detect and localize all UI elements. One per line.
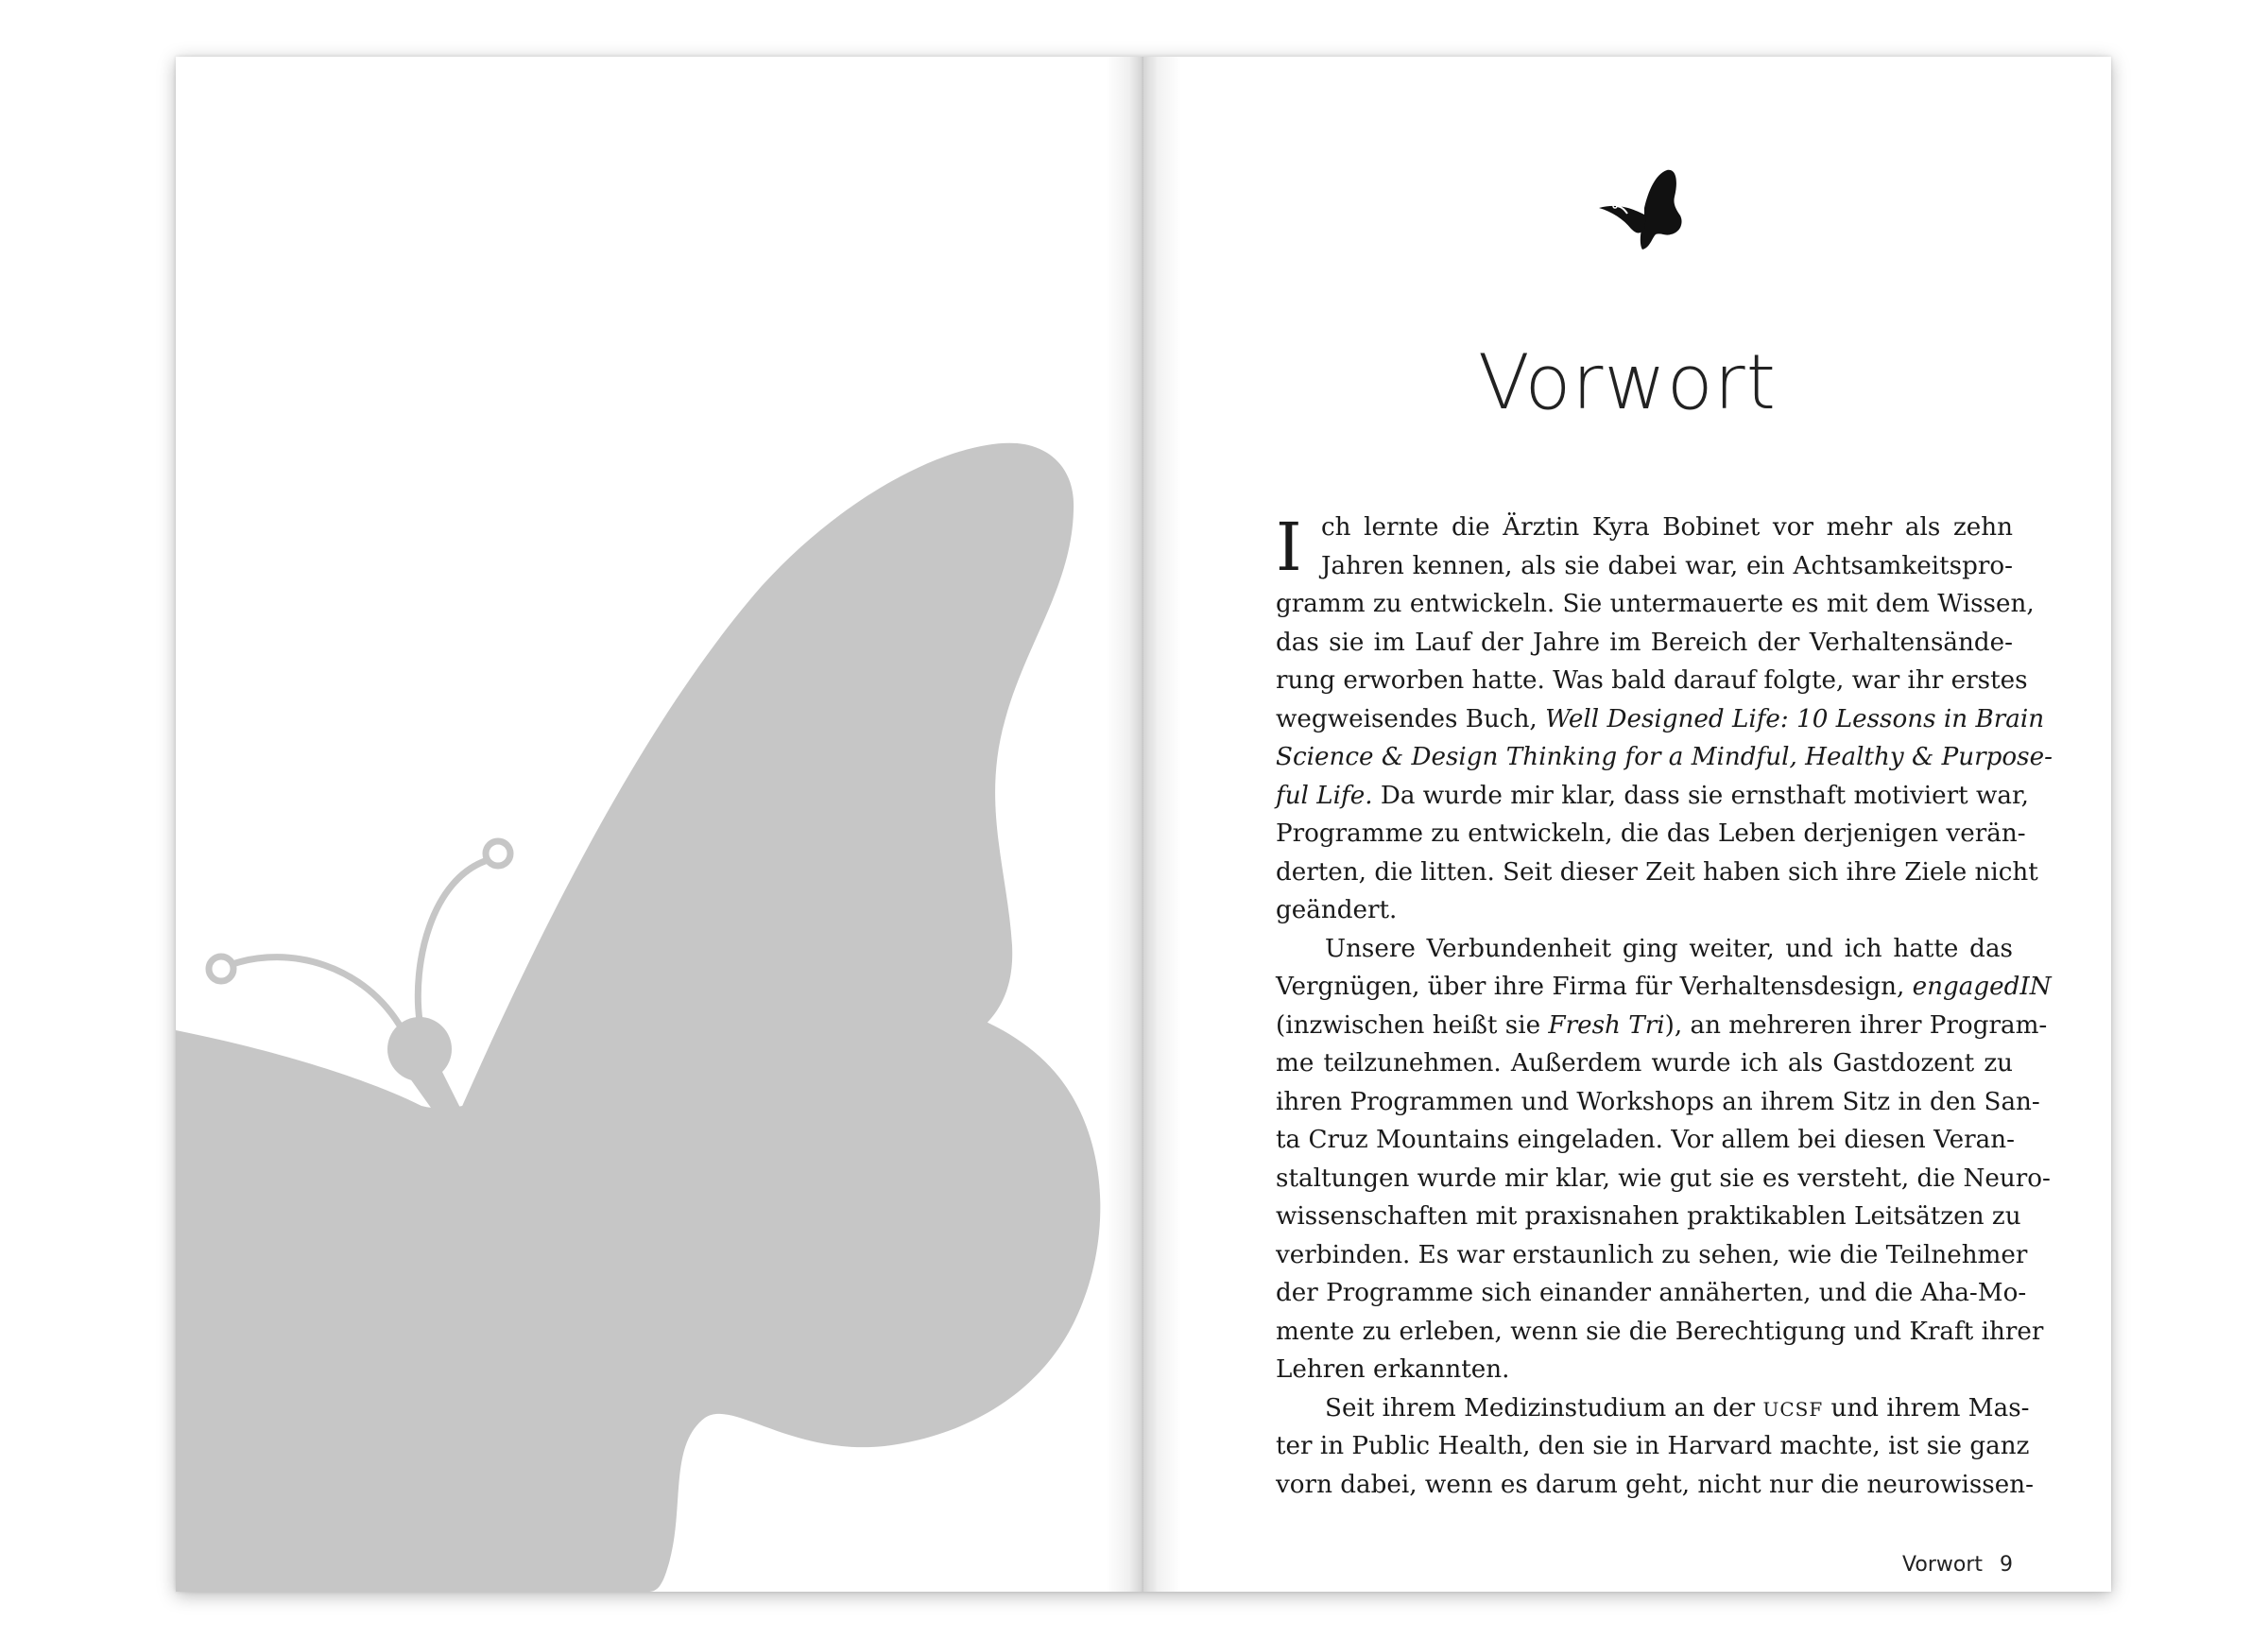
- right-page: [1143, 57, 2111, 1592]
- drop-cap: I: [1276, 509, 1302, 586]
- text-line: verbinden. Es war erstaunlich zu sehen, wie die Teilnehmer: [1276, 1240, 2028, 1269]
- text-line: der Programme sich einander annäherten, und die Aha-Mo-: [1276, 1279, 2027, 1307]
- book-spread: [176, 57, 2111, 1592]
- right-gutter-shadow: [1143, 57, 1181, 1592]
- text-run: Seit ihrem Medizinstudium an der: [1325, 1393, 1763, 1422]
- text-line: ihren Programmen und Workshops an ihrem Sitz in den San-: [1276, 1087, 2040, 1116]
- text-run: (inzwischen heißt sie: [1276, 1010, 1549, 1040]
- text-line: Jahren kennen, als sie dabei war, ein Achtsamkeitspro-: [1321, 551, 2013, 580]
- text-line: geändert.: [1276, 896, 1398, 924]
- text-line: [1276, 777, 2029, 816]
- abbreviation-run: UCSF: [1762, 1397, 1824, 1421]
- butterfly-antenna-tip-right: [486, 841, 510, 866]
- left-page: [176, 57, 1143, 1592]
- butterfly-antenna-tip-left: [209, 957, 233, 981]
- text-run: Da wurde mir klar, dass sie ernsthaft motiviert war,: [1372, 781, 2029, 810]
- text-line: gramm zu entwickeln. Sie untermauerte es mit dem Wissen,: [1276, 590, 2035, 618]
- text-line: [1276, 968, 2052, 1007]
- page-footer: [1902, 1553, 2013, 1577]
- butterfly-icon: [1586, 153, 1699, 267]
- text-run: und ihrem Mas-: [1823, 1393, 2030, 1422]
- text-run: Vergnügen, über ihre Firma für Verhaltensdesign,: [1276, 973, 1913, 1001]
- text-line: mente zu erleben, wenn sie die Berechtigung und Kraft ihrer: [1276, 1317, 2044, 1346]
- large-butterfly-illustration: [176, 57, 1143, 1592]
- text-line: rung erworben hatte. Was bald darauf folgte, war ihr erstes: [1276, 666, 2028, 695]
- text-line: wissenschaften mit praxisnahen praktikablen Leitsätzen zu: [1276, 1202, 2021, 1231]
- butterfly-hindwing: [176, 994, 1100, 1592]
- text-run: wegweisendes Buch,: [1276, 704, 1546, 733]
- page-number: 9: [2000, 1553, 2013, 1577]
- butterfly-antenna-right: [418, 860, 488, 1021]
- body-text: [1276, 509, 2053, 1504]
- chapter-title: Vorwort: [1478, 338, 1777, 426]
- text-line: [1276, 1007, 2048, 1045]
- text-line: [1276, 700, 2045, 739]
- text-line: vorn dabei, wenn es darum geht, nicht nur die neurowissen-: [1276, 1470, 2034, 1499]
- book-title-run: Well Designed Life: 10 Lessons in Brain: [1545, 704, 2045, 733]
- company-name-run: Fresh Tri: [1548, 1010, 1665, 1040]
- text-line: das sie im Lauf der Jahre im Bereich der Verhaltensände-: [1276, 628, 2013, 657]
- text-line: Lehren erkannten.: [1276, 1355, 1510, 1384]
- text-line: [1276, 1389, 2030, 1428]
- book-title-run: ful Life.: [1276, 781, 1373, 810]
- text-line: ch lernte die Ärztin Kyra Bobinet vor mehr als zehn: [1321, 513, 2013, 542]
- company-name-run: engagedIN: [1912, 973, 2052, 1001]
- butterfly-antenna-left: [232, 957, 403, 1030]
- text-line: ta Cruz Mountains eingeladen. Vor allem bei diesen Veran-: [1276, 1126, 2015, 1154]
- running-footer-section: Vorwort: [1902, 1553, 1983, 1577]
- text-line: Programme zu entwickeln, die das Leben derjenigen verän-: [1276, 819, 2026, 848]
- text-line: Science & Design Thinking for a Mindful, Healthy & Purpose-: [1276, 743, 2053, 771]
- text-line: derten, die litten. Seit dieser Zeit haben sich ihre Ziele nicht: [1276, 857, 2038, 887]
- text-line: staltungen wurde mir klar, wie gut sie es versteht, die Neuro-: [1276, 1164, 2051, 1193]
- text-run: ), an mehreren ihrer Program-: [1664, 1010, 2048, 1040]
- text-line: ter in Public Health, den sie in Harvard machte, ist sie ganz: [1276, 1432, 2030, 1460]
- text-line: me teilzunehmen. Außerdem wurde ich als Gastdozent zu: [1276, 1049, 2013, 1078]
- text-line: Unsere Verbundenheit ging weiter, und ich hatte das: [1325, 934, 2013, 963]
